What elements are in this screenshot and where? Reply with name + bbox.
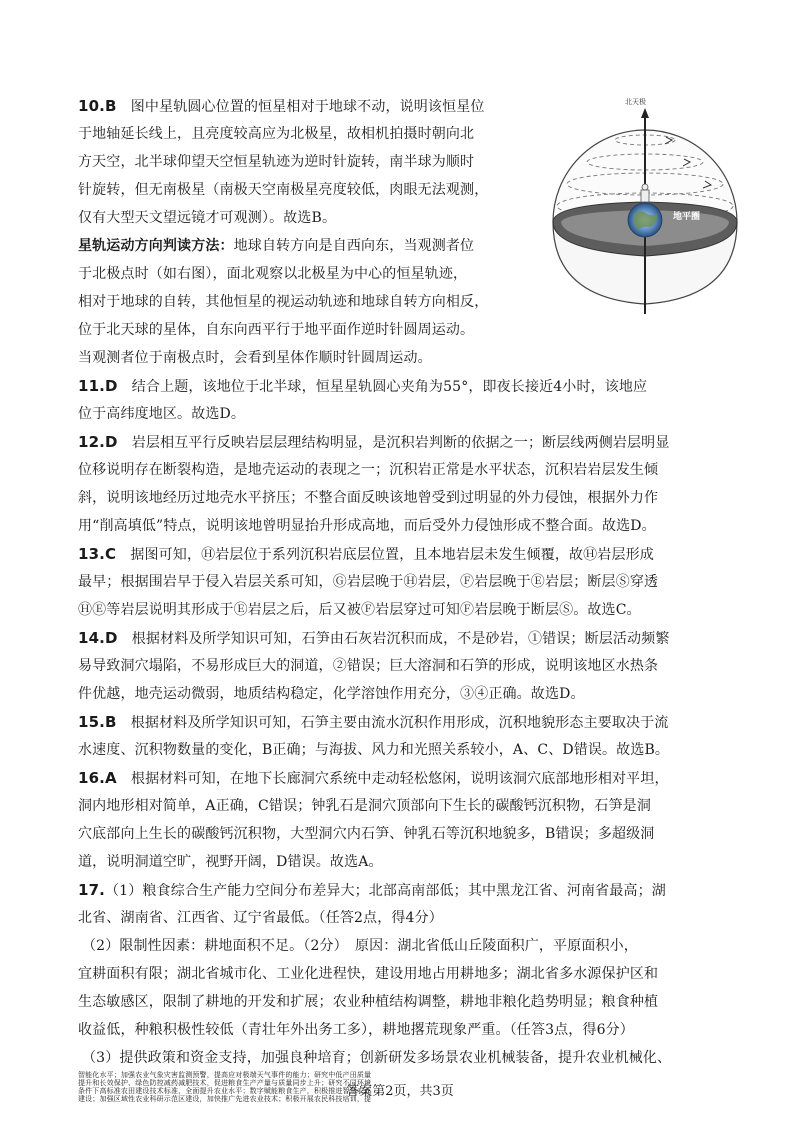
q10-line-3: 方天空，北半球仰望天空恒星轨迹为逆时针旋转，南半球为顺时 <box>78 154 475 170</box>
q13-line-2: 最早；根据围岩早于侵入岩层关系可知，Ⓖ岩层晚于Ⓗ岩层，Ⓕ岩层晚于Ⓔ岩层；断层Ⓢ穿透 <box>78 574 659 590</box>
q12-line-4: 用“削高填低”特点，说明该地曾明显抬升形成高地，而后受外力侵蚀形成不整合面。故选D。 <box>78 518 656 534</box>
q17-number: 17. <box>78 881 106 899</box>
q16-line-1: 16.A 根据材料可知，在地下长廊洞穴系统中走动轻松悠闲，说明该洞穴底部地形相对平坦， <box>78 769 669 787</box>
q16-line-4: 道，说明洞道空旷，视野开阔，D错误。故选A。 <box>78 854 383 870</box>
q14-number: 14.D <box>78 629 118 647</box>
figure-label-horizon: 地平圈 <box>673 212 701 222</box>
q10-number: 10.B <box>78 97 117 115</box>
q17-part3-line-2: 智能化水平；加强农业气象灾害监测预警，提高应对极端天气事件的能力；研究中低产田质量 <box>78 1071 372 1079</box>
method-line-1: 星轨运动方向判读方法：地球自转方向是自西向东，当观测者位 <box>78 238 475 254</box>
celestial-sphere-icon <box>545 100 745 322</box>
q12-number: 12.D <box>78 433 118 451</box>
method-line-2: 于北极点时（如右图），面北观察以北极星为中心的恒星轨迹， <box>78 266 468 282</box>
q17-part3-line-1: （3）提供政策和资金支持，加强良种培育；创新研发多场景农业机械装备，提升农业机械化、 <box>82 1050 672 1066</box>
page-footer: 答案第2页，共3页 <box>346 1084 454 1099</box>
method-line-4: 位于北天球的星体，自东向西平行于地平面作逆时针圆周运动。 <box>78 322 475 338</box>
q13-line-1: 13.C 据图可知，Ⓗ岩层位于系列沉积岩底层位置，且本地岩层未发生倾覆，故Ⓗ岩层形成 <box>78 545 654 563</box>
q11-line-2: 位于高纬度地区。故选D。 <box>78 406 246 422</box>
q16-line-3: 穴底部向上生长的碳酸钙沉积物，大型洞穴内石笋、钟乳石等沉积地貌多，B错误；多超级洞 <box>78 826 655 842</box>
q17-part2-line-2: 宜耕面积有限；湖北省城市化、工业化进程快，建设用地占用耕地多；湖北省多水源保护区和 <box>78 966 659 982</box>
q14-line-2: 易导致洞穴塌陷，不易形成巨大的洞道，②错误；巨大溶洞和石笋的形成，说明该地区水热条 <box>78 658 659 674</box>
q16-line-2: 洞内地形相对简单，A正确，C错误；钟乳石是洞穴顶部向下生长的碳酸钙沉积物，石笋是洞 <box>78 798 651 814</box>
q16-number: 16.A <box>78 769 117 787</box>
q13-number: 13.C <box>78 545 117 563</box>
q10-line-4: 针旋转，但无南极星（南极天空南极星亮度较低，肉眼无法观测， <box>78 182 489 198</box>
q14-line-1: 14.D 根据材料及所学知识可知，石笋由石灰岩沉积而成，不是砂岩，①错误；断层活动频繁 <box>78 629 670 647</box>
q17-part3-line-4: 条件下高标准农田建设技术标准，全面提升农业水平；数字赋能粮食生产，积极推进智慧农业 <box>78 1087 372 1095</box>
q15-line-2: 水速度、沉积物数量的变化，B正确；与海拔、风力和光照关系较小，A、C、D错误。故选B。 <box>78 742 670 758</box>
q17-part3-line-3: 提升和长效保护、绿色防控减药减肥技术，促进粮食生产产量与质量同步上升；研究不同环境 <box>78 1079 372 1087</box>
q12-line-2: 位移说明存在断裂构造，是地壳运动的表现之一；沉积岩正常是水平状态，沉积岩岩层发生倾 <box>78 462 659 478</box>
q15-line-1: 15.B 根据材料及所学知识可知，石笋主要由流水沉积作用形成，沉积地貌形态主要取决于流 <box>78 713 669 731</box>
q17-part2-line-3: 生态敏感区，限制了耕地的开发和扩展；农业种植结构调整，耕地非粮化趋势明显；粮食种植 <box>78 994 659 1010</box>
q11-line-1: 11.D 结合上题，该地位于北半球，恒星星轨圆心夹角为55°，即夜长接近4小时，该地应 <box>78 377 648 395</box>
q12-line-3: 斜，说明该地经历过地壳水平挤压；不整合面反映该地曾受到过明显的外力侵蚀，根据外力作 <box>78 490 659 506</box>
q14-line-3: 件优越，地壳运动微弱，地质结构稳定，化学溶蚀作用充分，③④正确。故选D。 <box>78 686 585 702</box>
q17-line-1: 17.（1）粮食综合生产能力空间分布差异大；北部高南部低；其中黑龙江省、河南省最高；湖 <box>78 881 666 899</box>
q17-part3-line-5: 建设；加强区域性农业科研示范区建设，加快推广先进农业技术；积极开展农民科技培训，提 <box>78 1095 372 1103</box>
method-heading: 星轨运动方向判读方法： <box>78 238 234 254</box>
method-line-5: 当观测者位于南极点时，会看到星体作顺时针圆周运动。 <box>78 350 432 366</box>
q17-part2-line-4: 收益低，种粮积极性较低（青壮年外出务工多），耕地撂荒现象严重。（任答3点，得6分） <box>78 1022 634 1038</box>
figure-label-north-celestial-pole: 北天极 <box>625 98 646 106</box>
q10-line-1: 10.B 图中星轨圆心位置的恒星相对于地球不动，说明该恒星位 <box>78 97 485 115</box>
method-line-3: 相对于地球的自转，其他恒星的视运动轨迹和地球自转方向相反， <box>78 294 489 310</box>
q15-number: 15.B <box>78 713 117 731</box>
celestial-sphere-figure <box>545 100 745 322</box>
q17-line-2: 北省、湖南省、江西省、辽宁省最低。（任答2点，得4分） <box>78 910 443 926</box>
q13-line-3: ⒽⒺ等岩层说明其形成于Ⓔ岩层之后，后又被Ⓕ岩层穿过可知Ⓕ岩层晚于断层Ⓢ。故选C。 <box>78 602 641 618</box>
q10-line-5: 仅有大型天文望远镜才可观测）。故选B。 <box>78 210 337 226</box>
q11-number: 11.D <box>78 377 118 395</box>
q17-part2-line-1: （2）限制性因素：耕地面积不足。（2分） 原因：湖北省低山丘陵面积广，平原面积小， <box>82 938 638 954</box>
q10-line-2: 于地轴延长线上，且亮度较高应为北极星，故相机拍摄时朝向北 <box>78 126 475 142</box>
q12-line-1: 12.D 岩层相互平行反映岩层层理结构明显，是沉积岩判断的依据之一；断层线两侧岩层明显 <box>78 433 670 451</box>
